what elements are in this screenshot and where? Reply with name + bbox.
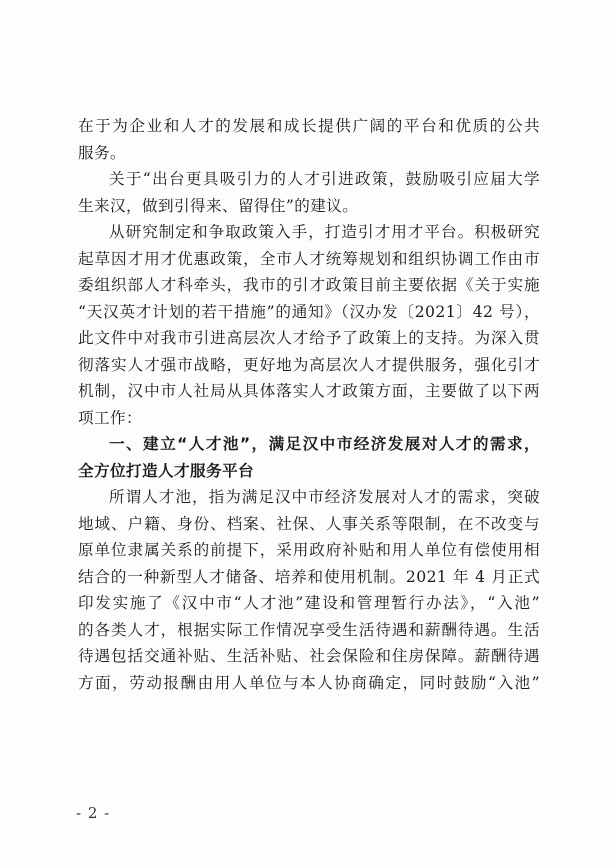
text-line: “天汉英才计划的若干措施”的通知》（汉办发〔2021〕42 号）， [78, 302, 540, 321]
text-line: 结合的一种新型人才储备、培养和使用机制。2021 年 4 月正式 [78, 567, 540, 586]
paragraph-continuation [78, 113, 540, 166]
text-line: 的各类人才，根据实际工作情况享受生活待遇和薪酬待遇。生活 [78, 620, 540, 639]
text-line: 原单位隶属关系的前提下，采用政府补贴和用人单位有偿使用相 [78, 541, 540, 559]
text-line: 起草因才用才优惠政策，全市人才统筹规划和组织协调工作由市 [78, 249, 540, 268]
text-line: 地域、户籍、身份、档案、社保、人事关系等限制，在不改变与 [78, 514, 540, 533]
page-number: - 2 - [76, 804, 111, 822]
text-line: 从研究制定和争取政策入手，打造引才用才平台。积极研究 [109, 223, 540, 241]
document-body [78, 113, 540, 696]
paragraph-talent-pool [78, 484, 540, 696]
paragraph-proposal [78, 166, 540, 219]
text-line: 待遇包括交通补贴、生活补贴、社会保险和住房保障。薪酬待遇 [78, 647, 540, 665]
section-heading [78, 431, 540, 484]
text-line: 方面，劳动报酬由用人单位与本人协商确定，同时鼓励“入池” [78, 673, 540, 692]
text-line: 彻落实人才强市战略，更好地为高层次人才提供服务，强化引才 [78, 355, 540, 374]
text-line: 委组织部人才科牵头，我市的引才政策目前主要依据《关于实施 [78, 276, 540, 294]
text-line: 所谓人才池，指为满足汉中市经济发展对人才的需求，突破 [109, 488, 540, 506]
text-line: 关于“出台更具吸引力的人才引进政策，鼓励吸引应届大学 [109, 170, 540, 188]
heading-line: 全方位打造人才服务平台 [78, 461, 254, 480]
text-line: 服务。 [78, 143, 126, 162]
paragraph-policy [78, 219, 540, 431]
text-line: 生来汉，做到引得来、留得住”的建议。 [78, 196, 359, 215]
text-line: 机制，汉中市人社局从具体落实人才政策方面，主要做了以下两 [78, 382, 540, 400]
text-line: 项工作： [78, 408, 142, 427]
text-line: 印发实施了《汉中市“人才池”建设和管理暂行办法》，“入池” [78, 594, 540, 612]
heading-line: 一、建立“人才池”，满足汉中市经济发展对人才的需求， [109, 435, 540, 453]
text-line: 在于为企业和人才的发展和成长提供广阔的平台和优质的公共 [78, 117, 540, 135]
text-line: 此文件中对我市引进高层次人才给予了政策上的支持。为深入贯 [78, 329, 540, 347]
